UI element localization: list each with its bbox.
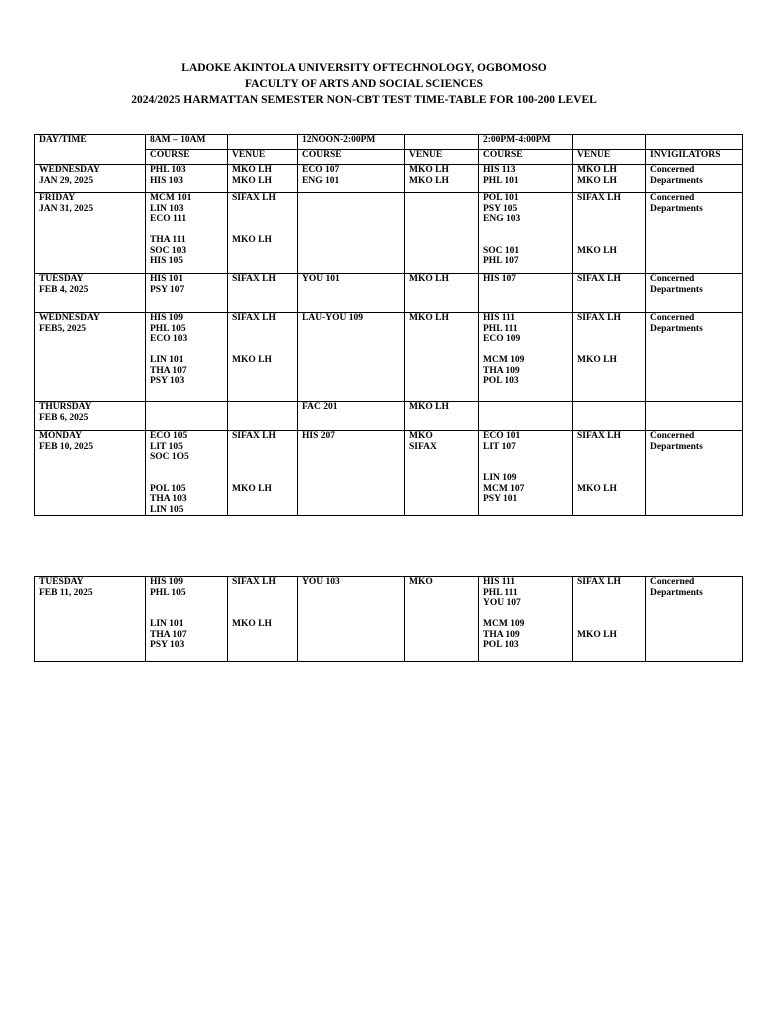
course-code: PHL 101	[483, 175, 519, 186]
course-cell	[146, 431, 228, 516]
faculty-name: FACULTY OF ARTS AND SOCIAL SCIENCES	[244, 78, 484, 90]
course-code: ENG 101	[302, 175, 340, 186]
course-code: ECO 107	[302, 165, 340, 175]
empty-cell	[146, 402, 228, 431]
invigilators-cell	[646, 431, 743, 516]
invigilator-label: Departments	[650, 587, 703, 598]
venue-cell	[228, 313, 298, 402]
venue-label: MKO LH	[232, 175, 272, 186]
venue-cell	[405, 313, 479, 402]
course-code: HIS 105	[150, 256, 183, 266]
venue-cell	[573, 274, 646, 313]
course-code: HIS 207	[302, 431, 335, 441]
course-code: FAC 201	[302, 402, 338, 412]
venue-label: MKO LH	[232, 165, 272, 175]
course-code: LIN 101	[150, 355, 184, 365]
empty-cell	[405, 193, 479, 274]
daytime-header	[35, 135, 146, 165]
venue-cell	[573, 193, 646, 274]
invigilator-label: Concerned	[650, 431, 695, 441]
empty-cell	[573, 402, 646, 431]
course-cell	[479, 193, 573, 274]
venue-cell	[405, 165, 479, 193]
day-label: MONDAY	[39, 431, 82, 441]
course-code: ECO 109	[483, 334, 521, 344]
venue-label: MKO LH	[577, 483, 617, 494]
course-code: SOC 1O5	[150, 452, 189, 462]
venue-cell	[405, 577, 479, 662]
course-code: PSY 101	[483, 494, 518, 504]
timetable-continued	[34, 576, 743, 662]
course-code: ECO 103	[150, 334, 188, 344]
venue-label: MKO	[409, 577, 433, 587]
venue-label: SIFAX LH	[577, 431, 621, 441]
course-header-1: COURSE	[146, 150, 228, 165]
course-cell	[146, 193, 228, 274]
date-label: FEB 11, 2025	[39, 587, 93, 598]
venue-label: MKO LH	[409, 165, 449, 175]
venue-label: MKO LH	[577, 245, 617, 256]
invigilator-label: Departments	[650, 175, 703, 186]
course-code: SOC 101	[483, 245, 520, 256]
course-code: YOU 103	[302, 577, 340, 587]
course-code: PSY 103	[150, 640, 185, 650]
course-code: THA 107	[150, 629, 187, 640]
course-cell	[146, 313, 228, 402]
course-code: MCM 109	[483, 619, 525, 629]
course-code: PSY 103	[150, 376, 185, 386]
venue-cell	[228, 193, 298, 274]
course-code: POL 103	[483, 376, 519, 386]
invigilators-cell	[646, 165, 743, 193]
course-code: MCM 101	[150, 193, 192, 203]
date-label: FEB5, 2025	[39, 323, 86, 334]
invigilator-label: Departments	[650, 441, 703, 452]
venue-label: SIFAX LH	[232, 313, 276, 323]
venue-header-2: VENUE	[405, 150, 479, 165]
course-code: LIN 103	[150, 203, 184, 214]
course-code: PHL 107	[483, 256, 519, 266]
day-label: TUESDAY	[39, 274, 84, 284]
course-cell	[298, 431, 405, 516]
venue-label: SIFAX LH	[577, 274, 621, 284]
course-code: PHL 105	[150, 323, 186, 334]
venue-label: SIFAX LH	[232, 577, 276, 587]
course-code: ECO 111	[150, 214, 187, 224]
day-label: FRIDAY	[39, 193, 76, 203]
date-label: JAN 31, 2025	[39, 203, 94, 214]
venue-cell	[573, 165, 646, 193]
course-code: POL 101	[483, 193, 519, 203]
course-code: HIS 111	[483, 577, 515, 587]
day-label: THURSDAY	[39, 402, 92, 412]
venue-label: SIFAX LH	[577, 193, 621, 203]
course-code: MCM 109	[483, 355, 525, 365]
invigilator-label: Concerned	[650, 193, 695, 203]
course-code: THA 109	[483, 365, 520, 376]
table-row	[35, 431, 743, 516]
course-cell	[298, 165, 405, 193]
course-cell	[146, 165, 228, 193]
venue-label: MKO	[409, 431, 433, 441]
course-code: PSY 105	[483, 203, 518, 214]
course-code: LIN 105	[150, 504, 184, 515]
table-row	[35, 313, 743, 402]
course-cell	[479, 313, 573, 402]
date-label: FEB 4, 2025	[39, 284, 89, 295]
course-code: LIT 105	[150, 441, 183, 452]
venue-label: SIFAX LH	[232, 274, 276, 284]
course-cell	[146, 274, 228, 313]
day-cell	[35, 431, 146, 516]
venue-label: MKO LH	[577, 629, 617, 640]
day-label: TUESDAY	[39, 577, 84, 587]
day-cell	[35, 577, 146, 662]
course-cell	[298, 577, 405, 662]
course-cell	[479, 274, 573, 313]
course-cell	[479, 431, 573, 516]
venue-label: MKO LH	[409, 313, 449, 323]
day-label: WEDNESDAY	[39, 313, 100, 323]
course-code: LIN 109	[483, 473, 517, 483]
course-code: THA 109	[483, 629, 520, 640]
day-cell	[35, 165, 146, 193]
university-name: LADOKE AKINTOLA UNIVERSITY OFTECHNOLOGY, OGBOMOSO	[181, 62, 547, 74]
slot1-header: 8AM – 10AM	[146, 135, 228, 150]
timetable	[34, 134, 743, 516]
venue-label: MKO LH	[232, 355, 272, 365]
empty-cell	[298, 193, 405, 274]
course-code: ECO 101	[483, 431, 521, 441]
venue-label: MKO LH	[577, 165, 617, 175]
timetable-title: 2024/2025 HARMATTAN SEMESTER NON-CBT TEST TIME-TABLE FOR 100-200 LEVEL	[131, 94, 597, 106]
empty-header-cell	[646, 135, 743, 150]
course-code: PHL 103	[150, 165, 186, 175]
invigilators-cell	[646, 193, 743, 274]
day-cell	[35, 313, 146, 402]
course-cell	[479, 165, 573, 193]
table-row	[35, 402, 743, 431]
course-code: HIS 113	[483, 165, 516, 175]
venue-cell	[228, 577, 298, 662]
date-label: FEB 6, 2025	[39, 412, 89, 423]
course-code: THA 111	[150, 235, 186, 245]
venue-label: MKO LH	[577, 175, 617, 186]
empty-cell	[479, 402, 573, 431]
venue-label: MKO LH	[409, 274, 449, 284]
venue-cell	[405, 402, 479, 431]
invigilators-cell	[646, 577, 743, 662]
course-code: HIS 101	[150, 274, 183, 284]
course-code: PHL 105	[150, 587, 186, 598]
course-code: THA 107	[150, 365, 187, 376]
table-row	[35, 165, 743, 193]
venue-cell	[573, 313, 646, 402]
course-code: SOC 103	[150, 245, 187, 256]
course-code: HIS 109	[150, 577, 183, 587]
invigilator-label: Departments	[650, 203, 703, 214]
empty-cell	[646, 402, 743, 431]
venue-cell	[573, 431, 646, 516]
daytime-label: DAY/TIME	[39, 135, 87, 145]
venue-label: MKO LH	[232, 619, 272, 629]
course-code: PHL 111	[483, 323, 518, 334]
course-code: LIT 107	[483, 441, 516, 452]
venue-cell	[228, 274, 298, 313]
course-cell	[298, 274, 405, 313]
course-cell	[146, 577, 228, 662]
course-code: POL 105	[150, 483, 186, 494]
venue-label: SIFAX LH	[577, 313, 621, 323]
venue-cell	[228, 165, 298, 193]
invigilators-cell	[646, 274, 743, 313]
slot3-header: 2:00PM-4:00PM	[479, 135, 573, 150]
course-header-2: COURSE	[298, 150, 405, 165]
slot2-header: 12NOON-2:00PM	[298, 135, 405, 150]
course-code: YOU 107	[483, 598, 521, 608]
table-row	[35, 193, 743, 274]
course-cell	[298, 402, 405, 431]
document-header	[0, 60, 728, 108]
invigilator-label: Departments	[650, 323, 703, 334]
empty-header-cell	[405, 135, 479, 150]
venue-cell	[573, 577, 646, 662]
invigilators-cell	[646, 313, 743, 402]
venue-header-1: VENUE	[228, 150, 298, 165]
table-row	[35, 577, 743, 662]
venue-cell	[405, 274, 479, 313]
venue-label: MKO LH	[409, 402, 449, 412]
venue-label: MKO LH	[409, 175, 449, 186]
day-label: WEDNESDAY	[39, 165, 100, 175]
course-code: LAU-YOU 109	[302, 313, 363, 323]
course-cell	[298, 313, 405, 402]
venue-label: SIFAX	[409, 441, 437, 452]
empty-cell	[228, 402, 298, 431]
header-row-1	[35, 135, 743, 150]
course-header-3: COURSE	[479, 150, 573, 165]
venue-cell	[405, 431, 479, 516]
course-code: MCM 107	[483, 483, 525, 494]
course-code: POL 103	[483, 640, 519, 650]
venue-cell	[228, 431, 298, 516]
venue-label: MKO LH	[577, 355, 617, 365]
day-cell	[35, 402, 146, 431]
venue-label: MKO LH	[232, 235, 272, 245]
venue-label: SIFAX LH	[577, 577, 621, 587]
venue-header-3: VENUE	[573, 150, 646, 165]
course-code: HIS 107	[483, 274, 516, 284]
venue-label: SIFAX LH	[232, 431, 276, 441]
course-code: HIS 111	[483, 313, 515, 323]
venue-label: MKO LH	[232, 483, 272, 494]
course-code: HIS 103	[150, 175, 183, 186]
invigilator-label: Departments	[650, 284, 703, 295]
date-label: JAN 29, 2025	[39, 175, 94, 186]
invigilator-label: Concerned	[650, 313, 695, 323]
table-row	[35, 274, 743, 313]
invigilators-header: INVIGILATORS	[646, 150, 743, 165]
invigilator-label: Concerned	[650, 274, 695, 284]
course-cell	[479, 577, 573, 662]
course-code: ECO 105	[150, 431, 188, 441]
empty-header-cell	[573, 135, 646, 150]
invigilator-label: Concerned	[650, 577, 695, 587]
empty-header-cell	[228, 135, 298, 150]
course-code: THA 103	[150, 494, 187, 504]
course-code: PHL 111	[483, 587, 518, 598]
course-code: YOU 101	[302, 274, 340, 284]
course-code: ENG 103	[483, 214, 521, 224]
course-code: PSY 107	[150, 284, 185, 295]
day-cell	[35, 274, 146, 313]
invigilator-label: Concerned	[650, 165, 695, 175]
course-code: HIS 109	[150, 313, 183, 323]
course-code: LIN 101	[150, 619, 184, 629]
day-cell	[35, 193, 146, 274]
date-label: FEB 10, 2025	[39, 441, 94, 452]
venue-label: SIFAX LH	[232, 193, 276, 203]
